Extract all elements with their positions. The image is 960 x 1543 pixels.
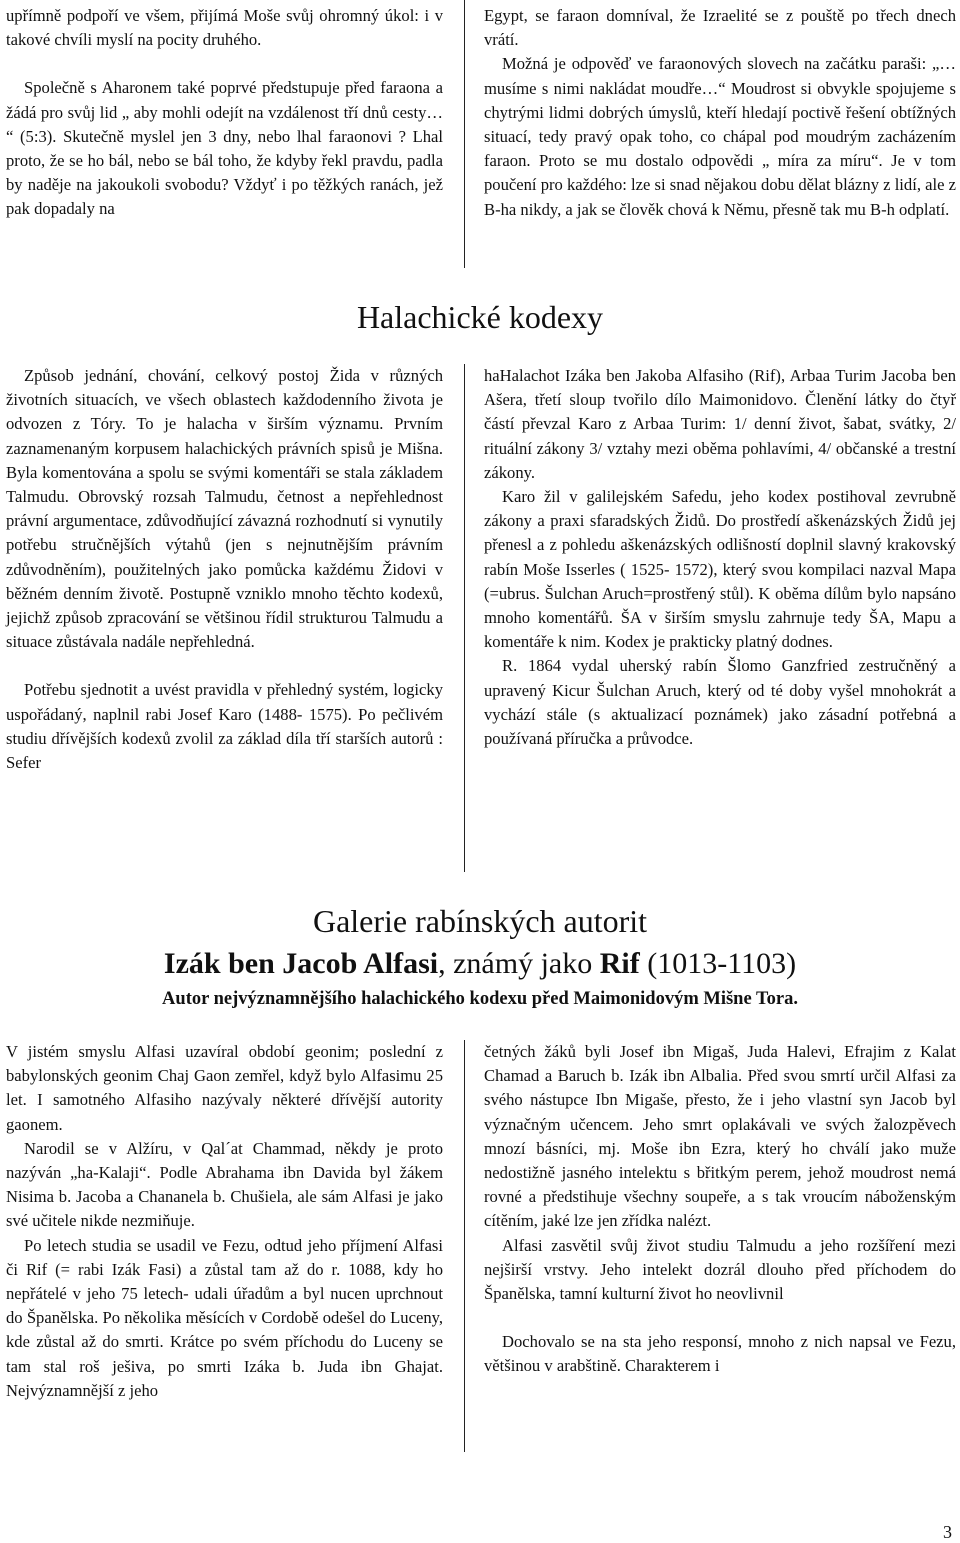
paragraph: četných žáků byli Josef ibn Migaš, Juda Halevi, Efrajim z Kalat Chamad a Baruch b. Izák ibn Albalia. Před svou smrtí určil Alfasi za svého nástupce Ibn Migaše, přesto, že i jeho vlastní syn Jacob byl význačným učencem. Jeho smrt oplakávali ve svých žalozpěvech mnozí básníci, mj. Moše ibn Ezra, který ho chválí jako muže nedostižně jasného intelektu s břitkým perem, jehož moudrost nemá rovné a předstihuje všechny soupeře, a s tak vroucím náboženským cítěním, jaké lze jen zřídka nalézt. [484, 1042, 956, 1231]
paragraph: Alfasi zasvětil svůj život studiu Talmudu a jeho rozšíření mezi nejširší vrstvy. Jeho intelekt dozrál dlouho před příchodem do Španělska, tamní kulturní život ho neovlivnil [484, 1235, 956, 1304]
column-divider [464, 0, 465, 268]
halacha-right-column [484, 364, 956, 751]
gallery-right-column [484, 1040, 956, 1379]
paragraph: Dochovalo se na sta jeho responsí, mnoho z nich napsal ve Fezu, většinou v arabštině. Charakterem i [484, 1332, 956, 1376]
paragraph: Karo žil v galilejském Safedu, jeho kodex postihoval zevrubně zákony a praxi sfaradských Židů. Do prostředí aškenázských Židů jej přenesl a z pohledu aškenázských odlišností doplnil slavný krakovský rabín Moše Isserles ( 1525- 1572), který svou kompilaci nazval Mapa (=ubrus. Šulchan Aruch=prostřený stůl). K oběma dílům bylo napsáno mnoho komentářů. ŠA v širším smyslu zahrnuje tedy ŠA, Mapu a komentáře k nim. Kodex je prakticky platný dodnes. [484, 487, 956, 652]
rabbi-name: Izák ben Jacob Alfasi [163, 947, 439, 980]
rabbi-name-connector: , známý jako [438, 947, 600, 980]
halacha-left-column [6, 364, 443, 775]
rabbi-nickname: Rif [599, 947, 640, 980]
rabbi-name-heading [0, 946, 960, 982]
paragraph: upřímně podpoří ve všem, přijímá Moše svůj ohromný úkol: i v takové chvíli myslí na pocity druhého. [6, 6, 443, 50]
paragraph: Egypt, se faraon domníval, že Izraelité se z pouště po třech dnech vrátí. [484, 6, 956, 50]
paragraph: V jistém smyslu Alfasi uzavíral období geonim; poslední z babylonských geonim Chaj Gaon zemřel, když bylo Alfasimu 25 let. I samotného Alfasiho nazývaly některé dřívější autority gaonem. [6, 1042, 443, 1134]
paragraph: Narodil se v Alžíru, v Qal´at Chammad, někdy je proto nazýván „ha-Kalaji“. Podle Abrahama ibn Davida byl žákem Nisima b. Jacoba a Chananela b. Chušiela, ale sám Alfasi je jako své učitele nikde nezmiňuje. [6, 1138, 443, 1231]
gallery-left-column [6, 1040, 443, 1403]
top-left-column [6, 4, 443, 222]
top-right-column [484, 4, 956, 222]
paragraph: haHalachot Izáka ben Jakoba Alfasiho (Rif), Arbaa Turim Jacoba ben Ašera, třetí sloup tvořilo dílo Maimonidovo. Členění látky do čtyř částí převzal Karo z Arbaa Turim: 1/ denní život, šabat, svátky, 2/ rituální zákony 3/ vztahy mezi oběma pohlavími, 4/ občanské a trestní zákony. [484, 366, 956, 482]
paragraph: Možná je odpověď ve faraonových slovech na začátku paraši: „…musíme s nimi nakládat moudře…“ Moudrost si obvykle spojujeme s chytrými lidmi dobrých úmyslů, kteří hledají poctivě řešení obtížných situací, tedy pravý opak toho, co chápal pod moudrým zacházením faraon. Proto se mu dostalo odpovědi „ míra za míru“. Je v tom poučení pro každého: lze si snad nějakou dobu dělat blázny z lidí, ale z B-ha nikdy, a jak se člověk chová k Němu, přesně tak mu B-h odplatí. [484, 54, 956, 219]
paragraph: Po letech studia se usadil ve Fezu, odtud jeho příjmení Alfasi či Rif (= rabi Izák Fasi) a zůstal tam až do r. 1088, kdy ho nepřátelé v jeho 75 letech- udali úřadům a byl nucen uprchnout do Španělska. Po několika měsících v Cordobě odešel do Luceny, kde zůstal až do smrti. Krátce po svém příchodu do Luceny se tam stal roš ješiva, po smrti Izáka b. Juda ibn Ghajat. Nejvýznamnější z jeho [6, 1235, 443, 1400]
rabbi-subtitle: Autor nejvýznamnějšího halachického kodexu před Maimonidovým Mišne Tora. [162, 989, 798, 1009]
paragraph: Způsob jednání, chování, celkový postoj Žida v různých životních situacích, ve všech oblastech každodenního života je odvozen z Tóry. To je halacha v širším významu. Prvním zaznamenaným korpusem halachických právních spisů je Mišna. Byla komentována a spolu se svými komentáři se stala základem Talmudu. Obrovský rozsah Talmudu, četnost a nepřehlednost právní argumentace, zdůvodňující závazná rozhodnutí si vynutily potřebu stručnějších výtahů (jen s nejnutnějším právním zdůvodněním), použitelných jako pomůcka každému Židovi v běžném denním životě. Postupně vzniklo mnoho těchto kodexů, jejichž způsob zpracování se většinou řídil strukturou Talmudu a situace zůstávala nadále nepřehledná. [6, 366, 443, 652]
page-number: 3 [943, 1522, 952, 1542]
paragraph: Potřebu sjednotit a uvést pravidla v přehledný systém, logicky uspořádaný, naplnil rabi Josef Karo (1488- 1575). Po pečlivém studiu dřívějších kodexů zvolil za základ díla tří starších autorů : Sefer [6, 680, 443, 773]
section-title-halacha: Halachické kodexy [356, 299, 604, 335]
paragraph: R. 1864 vydal uherský rabín Šlomo Ganzfried zestručněný a upravený Kicur Šulchan Aruch, který od té doby vyšel mnohokrát a vychází stále (s aktualizací poznámek) jako zásadní potřebná a používaná příručka a průvodce. [484, 656, 956, 749]
column-divider [464, 364, 465, 872]
section-title-gallery: Galerie rabínských autorit [312, 903, 648, 939]
column-divider [464, 1040, 465, 1452]
paragraph: Společně s Aharonem také poprvé předstupuje před faraona a žádá pro svůj lid „ aby mohli odejít na vzdálenost tří dnů cesty… “ (5:3). Skutečně myslel jen 3 dny, nebo lhal faraonovi ? Lhal proto, že se ho bál, nebo se bál toho, že kdyby řekl pravdu, padla by naděje na jakoukoli svobodu? Vždyť i po těžkých ranách, jež pak dopadaly na [6, 78, 443, 219]
rabbi-dates: (1013-1103) [639, 947, 797, 980]
